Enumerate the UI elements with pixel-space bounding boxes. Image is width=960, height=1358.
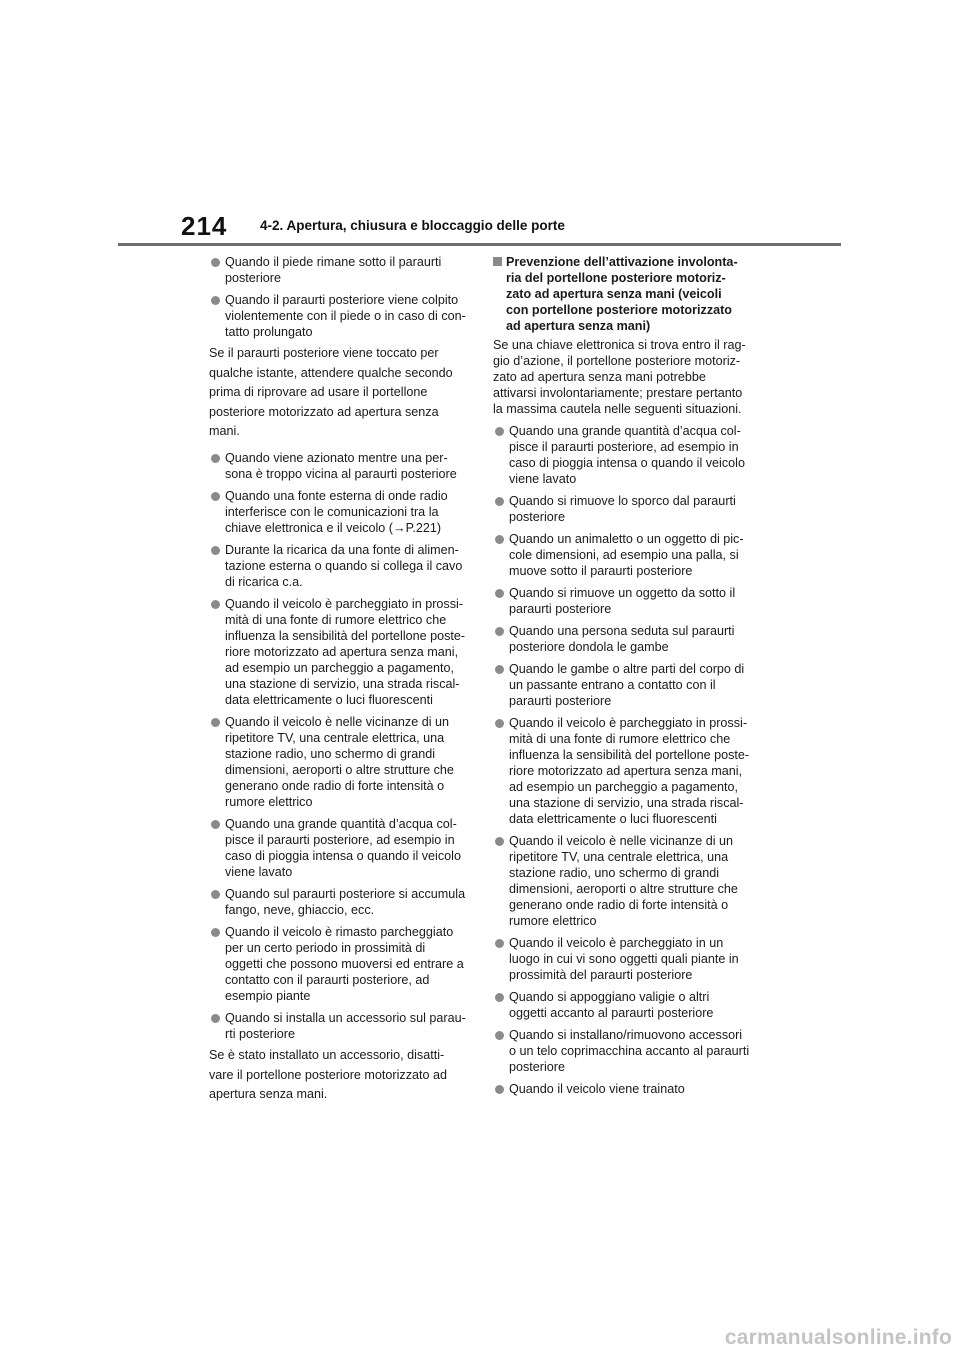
text-line: tazione esterna o quando si collega il cavo <box>225 558 463 573</box>
text-line: oggetti che possono muoversi ed entrare a <box>225 956 464 971</box>
text-line: Quando una fonte esterna di onde radio <box>225 488 448 503</box>
text-line: riore motorizzato ad apertura senza mani, <box>509 764 743 778</box>
text-line: Quando una persona seduta sul paraurti <box>509 624 735 638</box>
text-line: Quando il veicolo è parcheggiato in prossi- <box>225 596 464 611</box>
text-line: Quando si installano/rimuovono accessori <box>509 1028 743 1042</box>
text-line: Se il paraurti posteriore viene toccato per <box>209 346 439 360</box>
bullet-dot-icon <box>495 1085 504 1094</box>
bullet-item <box>209 292 471 340</box>
text-line: posteriore motorizzato ad apertura senza <box>209 404 439 419</box>
text-line: sona è troppo vicina al paraurti posteriore <box>225 466 457 481</box>
text-line: contatto con il paraurti posteriore, ad <box>225 972 430 987</box>
text-line: Quando il veicolo è nelle vicinanze di un <box>225 714 450 729</box>
text-line: viene lavato <box>509 472 577 486</box>
right-column <box>493 254 758 1103</box>
text-line: stazione radio, uno schermo di grandi <box>509 866 720 880</box>
text-line: fango, neve, ghiaccio, ecc. <box>225 902 375 917</box>
text-line: esempio piante <box>225 988 311 1003</box>
text-line: attivarsi involontariamente; prestare pertanto <box>493 386 743 400</box>
bullet-dot-icon <box>495 1031 504 1040</box>
bullet-item <box>209 1010 471 1042</box>
text-line: pisce il paraurti posteriore, ad esempio in <box>509 440 739 454</box>
text-line: Quando viene azionato mentre una per- <box>225 450 448 465</box>
text-line: una stazione di servizio, una strada riscal- <box>225 676 460 691</box>
text-line: Quando le gambe o altre parti del corpo di <box>509 662 745 676</box>
text-line: chiave elettronica e il veicolo (→P.221) <box>225 520 442 535</box>
bullet-dot-icon <box>495 837 504 846</box>
text-line: stazione radio, uno schermo di grandi <box>225 746 436 761</box>
text-line: caso di pioggia intensa o quando il veicolo <box>509 456 745 470</box>
subsection-heading <box>493 254 758 334</box>
bullet-item <box>493 585 758 617</box>
bullet-item <box>493 423 758 487</box>
text-line: con portellone posteriore motorizzato <box>506 303 733 317</box>
text-line: tatto prolungato <box>225 325 313 339</box>
text-line: Quando sul paraurti posteriore si accumula <box>225 886 466 901</box>
text-line: ad esempio un parcheggio a pagamento, <box>225 660 454 675</box>
text-line: dimensioni, aeroporti o altre strutture che <box>225 762 454 777</box>
text-line: data elettricamente o luci fluorescenti <box>509 812 717 826</box>
text-line: zato ad apertura senza mani potrebbe <box>493 370 706 384</box>
text-line: mità di una fonte di rumore elettrico che <box>225 612 447 627</box>
bullet-item <box>493 935 758 983</box>
bullet-item <box>209 886 471 918</box>
text-line: Se è stato installato un accessorio, disatti- <box>209 1047 445 1062</box>
bullet-dot-icon <box>495 665 504 674</box>
bullet-item <box>209 254 471 286</box>
text-line: caso di pioggia intensa o quando il veicolo <box>225 848 461 863</box>
text-line: la massima cautela nelle seguenti situazioni. <box>493 402 742 416</box>
text-line: qualche istante, attendere qualche secondo <box>209 365 453 380</box>
text-line: Quando si rimuove lo sporco dal paraurti <box>509 494 736 508</box>
bullet-dot-icon <box>495 535 504 544</box>
text-line: Quando si rimuove un oggetto da sotto il <box>509 586 736 600</box>
text-line: influenza la sensibilità del portellone poste- <box>225 628 466 643</box>
text-line: Quando il piede rimane sotto il paraurti <box>225 255 442 269</box>
text-line: riore motorizzato ad apertura senza mani, <box>225 644 459 659</box>
text-line: interferisce con le comunicazioni tra la <box>225 504 439 519</box>
bullet-item <box>493 623 758 655</box>
bullet-item <box>493 531 758 579</box>
text-line: Quando il veicolo è parcheggiato in un <box>509 936 724 950</box>
text-line: prossimità del paraurti posteriore <box>509 968 693 982</box>
bullet-dot-icon <box>211 546 220 555</box>
text-line: vare il portellone posteriore motorizzato ad <box>209 1067 448 1082</box>
text-line: una stazione di servizio, una strada riscal- <box>509 796 744 810</box>
text-line: Quando il veicolo è rimasto parcheggiato <box>225 924 454 939</box>
text-line: ria del portellone posteriore motoriz- <box>506 271 726 285</box>
text-line: luogo in cui vi sono oggetti quali piante in <box>509 952 739 966</box>
text-line: Quando una grande quantità d’acqua col- <box>225 816 457 831</box>
text-line: generano onde radio di forte intensità o <box>225 778 445 793</box>
text-line: Prevenzione dell’attivazione involonta- <box>506 255 738 269</box>
text-line: prima di riprovare ad usare il portellone <box>209 385 428 400</box>
bullet-item <box>493 1081 758 1097</box>
bullet-dot-icon <box>495 939 504 948</box>
text-line: Quando un animaletto o un oggetto di pic- <box>509 532 744 546</box>
text-line: o un telo coprimacchina accanto al paraurti <box>509 1044 750 1058</box>
text-line: posteriore dondola le gambe <box>509 640 669 654</box>
text-line: rumore elettrico <box>225 794 313 809</box>
text-line: Quando il veicolo è nelle vicinanze di un <box>509 834 734 848</box>
text-line: Quando il paraurti posteriore viene colpito <box>225 293 459 307</box>
bullet-dot-icon <box>495 627 504 636</box>
text-line: per un certo periodo in prossimità di <box>225 940 426 955</box>
square-bullet-icon <box>493 257 502 266</box>
text-line: Quando una grande quantità d’acqua col- <box>509 424 741 438</box>
text-line: paraurti posteriore <box>509 602 612 616</box>
text-line: ripetitore TV, una centrale elettrica, una <box>225 730 445 745</box>
text-line: Quando il veicolo è parcheggiato in prossi- <box>509 716 748 730</box>
bullet-dot-icon <box>495 589 504 598</box>
text-line: Se una chiave elettronica si trova entro il rag- <box>493 338 746 352</box>
text-line: mani. <box>209 424 240 439</box>
bullet-dot-icon <box>495 427 504 436</box>
bullet-item <box>493 493 758 525</box>
text-line: paraurti posteriore <box>509 694 612 708</box>
section-title: 4-2. Apertura, chiusura e bloccaggio delle porte <box>260 218 565 233</box>
text-line: Quando il veicolo viene trainato <box>509 1082 685 1096</box>
bullet-item <box>209 924 471 1004</box>
bullet-dot-icon <box>211 258 220 267</box>
text-line: posteriore <box>509 1060 566 1074</box>
text-line: violentemente con il piede o in caso di con- <box>225 309 466 323</box>
bullet-dot-icon <box>211 492 220 501</box>
bullet-dot-icon <box>211 890 220 899</box>
text-line: di ricarica c.a. <box>225 574 303 589</box>
text-line: Quando si appoggiano valigie o altri <box>509 990 710 1004</box>
text-line: ad apertura senza mani) <box>506 319 651 333</box>
bullet-item <box>209 450 471 482</box>
text-line: ad esempio un parcheggio a pagamento, <box>509 780 738 794</box>
bullet-item <box>209 596 471 708</box>
bullet-dot-icon <box>495 993 504 1002</box>
text-line: oggetti accanto al paraurti posteriore <box>509 1006 714 1020</box>
bullet-dot-icon <box>211 296 220 305</box>
text-line: posteriore <box>509 510 566 524</box>
text-line: rti posteriore <box>225 1026 295 1041</box>
text-line: zato ad apertura senza mani (veicoli <box>506 287 722 301</box>
text-line: pisce il paraurti posteriore, ad esempio in <box>225 832 455 847</box>
text-line: cole dimensioni, ad esempio una palla, si <box>509 548 739 562</box>
bullet-item <box>493 715 758 827</box>
bullet-dot-icon <box>211 820 220 829</box>
text-line: gio d’azione, il portellone posteriore motoriz- <box>493 354 741 368</box>
text-line: posteriore <box>225 271 282 285</box>
paragraph <box>209 1046 471 1105</box>
text-line: mità di una fonte di rumore elettrico che <box>509 732 731 746</box>
bullet-item <box>493 1027 758 1075</box>
bullet-dot-icon <box>211 928 220 937</box>
text-line: generano onde radio di forte intensità o <box>509 898 729 912</box>
page-number: 214 <box>181 211 228 241</box>
bullet-dot-icon <box>495 719 504 728</box>
bullet-item <box>493 833 758 929</box>
text-line: Durante la ricarica da una fonte di alimen- <box>225 542 459 557</box>
bullet-item <box>209 816 471 880</box>
text-line: apertura senza mani. <box>209 1087 328 1102</box>
text-line: influenza la sensibilità del portellone poste- <box>509 748 750 762</box>
text-line: viene lavato <box>225 864 293 879</box>
bullet-dot-icon <box>211 718 220 727</box>
bullet-item <box>209 714 471 810</box>
bullet-dot-icon <box>211 454 220 463</box>
watermark: carmanualsonline.info <box>724 1326 952 1349</box>
bullet-item <box>209 542 471 590</box>
left-column <box>209 254 471 1113</box>
text-line: ripetitore TV, una centrale elettrica, una <box>509 850 729 864</box>
bullet-dot-icon <box>495 497 504 506</box>
bullet-dot-icon <box>211 600 220 609</box>
bullet-dot-icon <box>211 1014 220 1023</box>
text-line: muove sotto il paraurti posteriore <box>509 564 693 578</box>
text-line: rumore elettrico <box>509 914 597 928</box>
text-line: un passante entrano a contatto con il <box>509 678 716 692</box>
paragraph <box>493 337 758 417</box>
bullet-item <box>209 488 471 536</box>
header-divider <box>118 243 841 246</box>
page-header <box>0 0 960 250</box>
bullet-item <box>493 661 758 709</box>
text-line: Quando si installa un accessorio sul parau- <box>225 1010 466 1025</box>
bullet-item <box>493 989 758 1021</box>
text-line: dimensioni, aeroporti o altre strutture che <box>509 882 738 896</box>
text-line: data elettricamente o luci fluorescenti <box>225 692 433 707</box>
paragraph <box>209 344 471 442</box>
